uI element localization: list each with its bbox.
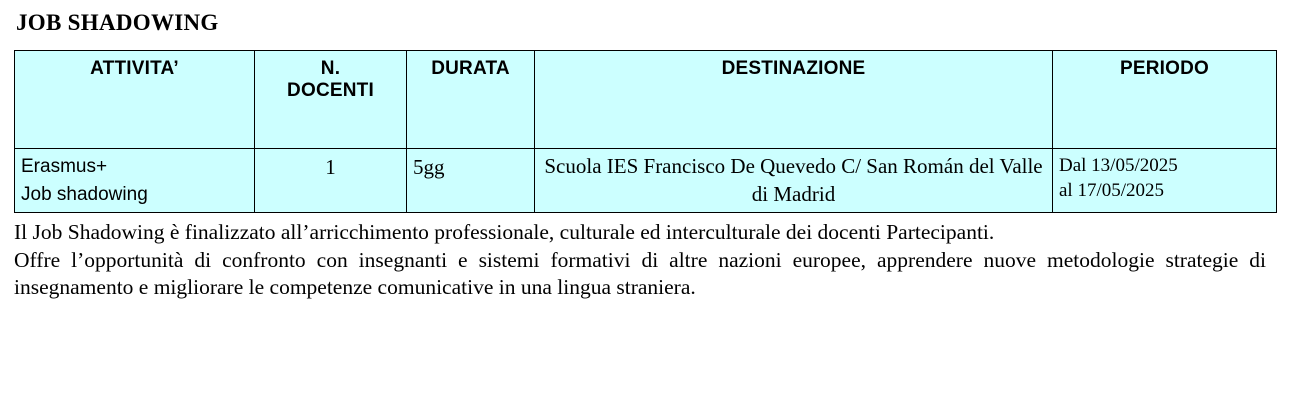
cell-destinazione: Scuola IES Francisco De Quevedo C/ San Román del Valle di Madrid	[535, 149, 1053, 213]
column-header-attivita-text: ATTIVITA’	[90, 58, 179, 79]
column-header-docenti	[255, 51, 407, 149]
cell-durata: 5gg	[407, 149, 535, 213]
paragraph-1: Il Job Shadowing è finalizzato all’arricchimento professionale, culturale ed interculturale dei docenti Partecipanti.	[14, 220, 995, 245]
cell-attivita-line1: Erasmus+	[21, 156, 108, 177]
column-header-destinazione	[535, 51, 1053, 149]
job-shadowing-table	[14, 50, 1277, 213]
table-header-row	[15, 51, 1277, 149]
cell-attivita	[15, 149, 255, 213]
column-header-docenti-line1: N.	[320, 58, 341, 79]
table-row	[15, 149, 1277, 213]
column-header-destinazione-text: DESTINAZIONE	[721, 58, 866, 79]
table-header	[15, 51, 1277, 149]
column-header-periodo	[1053, 51, 1277, 149]
cell-docenti: 1	[255, 149, 407, 213]
table-body	[15, 149, 1277, 213]
column-header-periodo-text: PERIODO	[1119, 58, 1210, 79]
page-title: JOB SHADOWING	[16, 10, 219, 35]
column-header-attivita	[15, 51, 255, 149]
column-header-durata	[407, 51, 535, 149]
cell-periodo-line2: al 17/05/2025	[1059, 180, 1165, 202]
column-header-docenti-line2: DOCENTI	[287, 80, 374, 101]
cell-periodo	[1053, 149, 1277, 213]
cell-periodo-line1: Dal 13/05/2025	[1059, 155, 1178, 176]
cell-attivita-line2: Job shadowing	[21, 183, 148, 205]
description-text	[14, 219, 1266, 300]
paragraph-2: Offre l’opportunità di confronto con insegnanti e sistemi formativi di altre nazioni europee, apprendere nuove metodologie strategie di insegnamento e migliorare le competenze comunicative in una lingua straniera.	[14, 247, 1266, 299]
column-header-durata-text: DURATA	[431, 58, 510, 79]
